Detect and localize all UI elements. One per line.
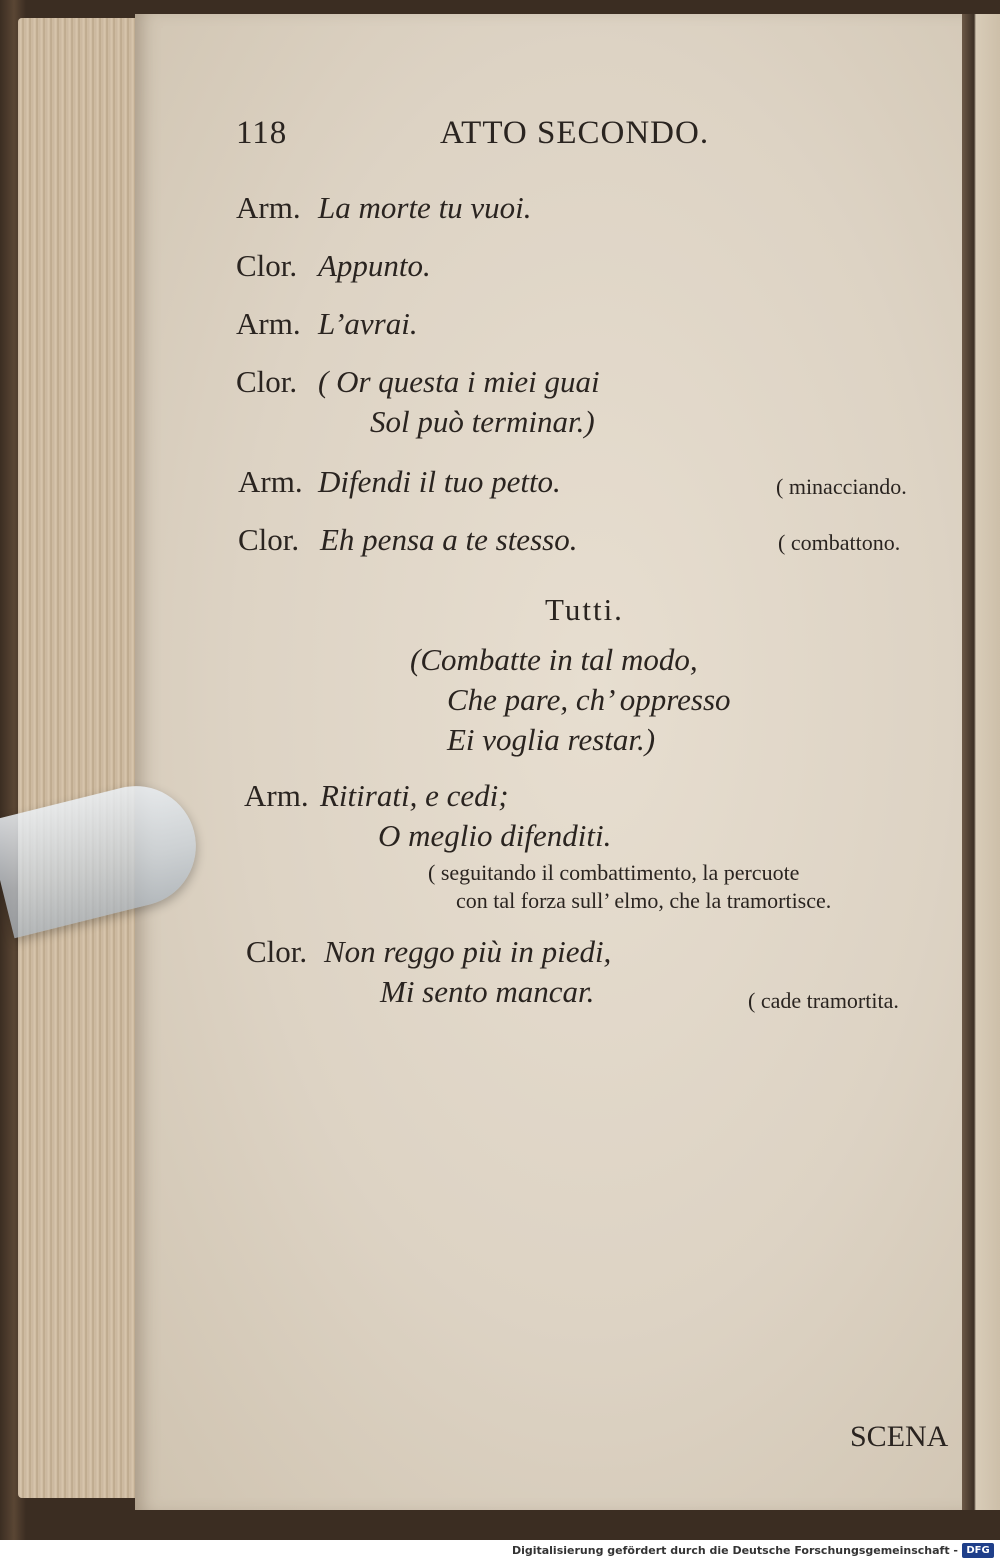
book-gutter	[962, 14, 1000, 1510]
verse-line-continued: Sol può terminar.)	[370, 404, 595, 439]
verse-line-continued: O meglio difenditi.	[378, 818, 612, 853]
running-head: ATTO SECONDO.	[440, 115, 710, 151]
stage-direction: con tal forza sull’ elmo, che la tramortisce.	[456, 888, 832, 913]
chorus-heading: Tutti.	[545, 592, 624, 627]
speaker: Arm.	[244, 778, 309, 813]
verse-line: La morte tu vuoi.	[318, 190, 532, 225]
verse-line: Ritirati, e cedi;	[320, 778, 509, 813]
chorus-verse: (Combatte in tal modo,	[410, 642, 698, 677]
speaker: Clor.	[238, 522, 300, 557]
book-page-edges	[18, 18, 148, 1498]
dfg-logo: DFG	[962, 1543, 994, 1558]
verse-line: Difendi il tuo petto.	[318, 464, 561, 499]
verse-line: L’avrai.	[318, 306, 418, 341]
stage-direction: ( seguitando il combattimento, la percuote	[428, 860, 800, 885]
verse-line: ( Or questa i miei guai	[318, 364, 600, 399]
stage-direction: ( combattono.	[778, 530, 901, 555]
speaker: Clor.	[236, 364, 298, 399]
catchword: SCENA	[850, 1420, 949, 1453]
speaker: Arm.	[238, 464, 303, 499]
chorus-verse: Che pare, ch’ oppresso	[447, 682, 731, 717]
speaker: Arm.	[236, 306, 301, 341]
chorus-verse: Ei voglia restar.)	[447, 722, 656, 757]
page-number: 118	[236, 115, 288, 151]
stage-direction: ( minacciando.	[776, 474, 907, 499]
verse-line-continued: Mi sento mancar.	[380, 974, 595, 1009]
digitization-credit: Digitalisierung gefördert durch die Deutsche Forschungsgemeinschaft -	[511, 1544, 958, 1557]
footer-bar	[0, 1540, 1000, 1562]
speaker: Clor.	[246, 934, 308, 969]
speaker: Clor.	[236, 248, 298, 283]
book-page	[135, 14, 967, 1510]
verse-line: Appunto.	[318, 248, 431, 283]
verse-line: Eh pensa a te stesso.	[320, 522, 578, 557]
speaker: Arm.	[236, 190, 301, 225]
stage-direction: ( cade tramortita.	[748, 988, 899, 1013]
verse-line: Non reggo più in piedi,	[324, 934, 612, 969]
